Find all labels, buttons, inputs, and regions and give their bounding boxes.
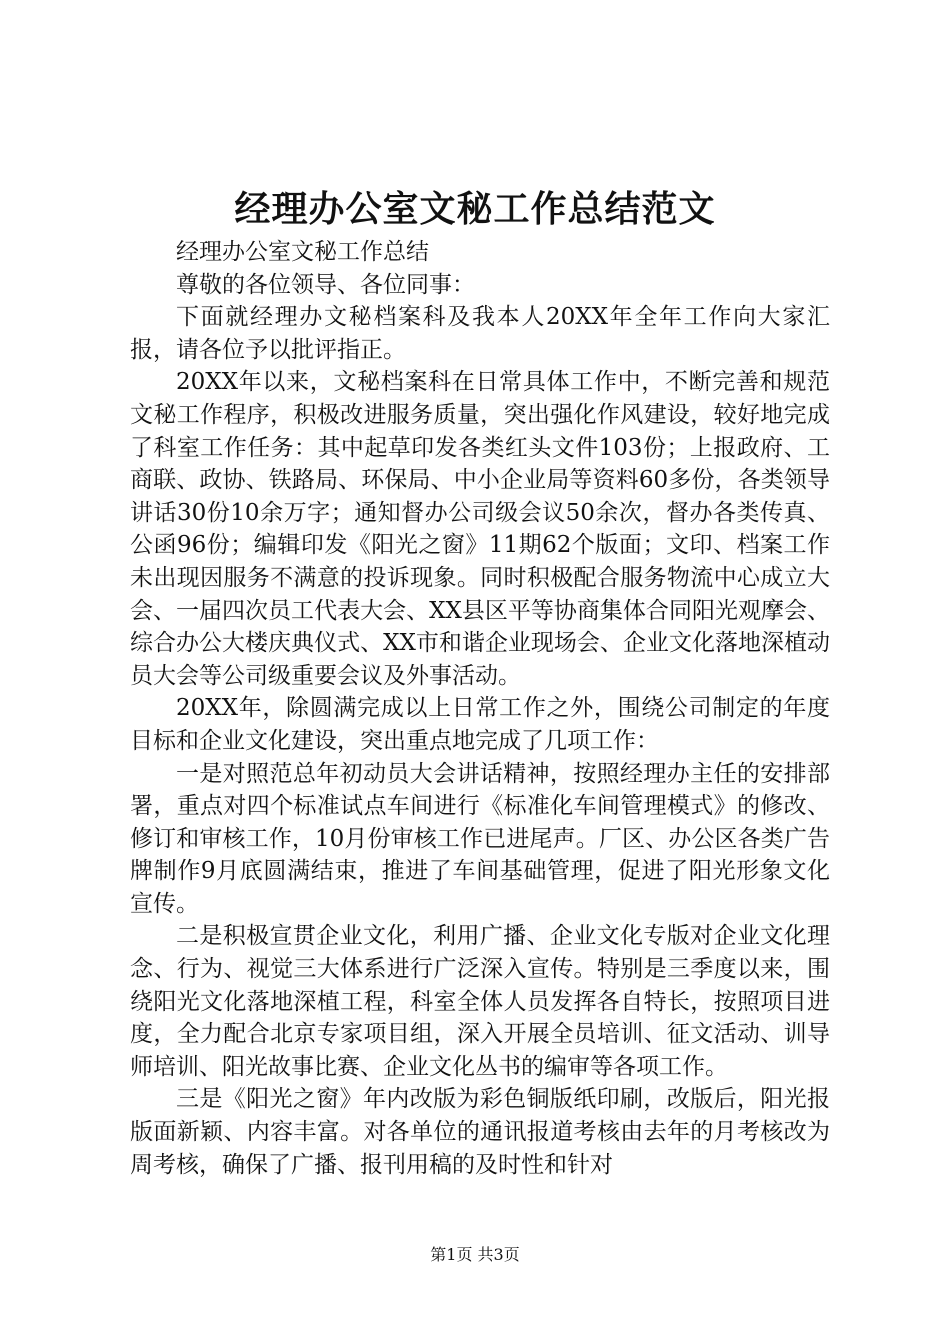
paragraph-key-work: 20XX年，除圆满完成以上日常工作之外，围绕公司制定的年度目标和企业文化建设，突出重点地完成了几项工作：	[130, 695, 830, 754]
paragraph-item-one: 一是对照范总年初动员大会讲话精神，按照经理办主任的安排部署，重点对四个标准试点车间进行《标准化车间管理模式》的修改、修订和审核工作，10月份审核工作已进尾声。厂区、办公区各类广告牌制作9月底圆满结束，推进了车间基础管理，促进了阳光形象文化宣传。	[130, 760, 830, 917]
paragraph-summary: 20XX年以来，文秘档案科在日常具体工作中，不断完善和规范文秘工作程序，积极改进服务质量，突出强化作风建设，较好地完成了科室工作任务：其中起草印发各类红头文件103份；上报政府、工商联、政协、铁路局、环保局、中小企业局等资料60多份，各类领导讲话30份10余万字；通知督办公司级会议50余次，督办各类传真、公函96份；编辑印发《阳光之窗》11期62个版面；文印、档案工作未出现因服务不满意的投诉现象。同时积极配合服务物流中心成立大会、一届四次员工代表大会、XX县区平等协商集体合同阳光观摩会、综合办公大楼庆典仪式、XX市和谐企业现场会、企业文化落地深植动员大会等公司级重要会议及外事活动。	[130, 369, 830, 689]
document-title: 经理办公室文秘工作总结范文	[234, 188, 716, 230]
document-body	[130, 236, 830, 1181]
paragraph-item-three: 三是《阳光之窗》年内改版为彩色铜版纸印刷，改版后，阳光报版面新颖、内容丰富。对各单位的通讯报道考核由去年的月考核改为周考核，确保了广播、报刊用稿的及时性和针对	[130, 1086, 830, 1178]
paragraph-salutation: 尊敬的各位领导、各位同事：	[176, 271, 475, 298]
paragraph-item-two: 二是积极宣贯企业文化，利用广播、企业文化专版对企业文化理念、行为、视觉三大体系进行广泛深入宣传。特别是三季度以来，围绕阳光文化落地深植工程，科室全体人员发挥各自特长，按照项目进度，全力配合北京专家项目组，深入开展全员培训、征文活动、训导师培训、阳光故事比赛、企业文化丛书的编审等各项工作。	[130, 923, 830, 1080]
paragraph-heading: 经理办公室文秘工作总结	[176, 239, 429, 265]
paragraph-intro: 下面就经理办文秘档案科及我本人20XX年全年工作向大家汇报，请各位予以批评指正。	[130, 304, 830, 363]
page-footer: 第1页 共3页	[430, 1245, 520, 1264]
